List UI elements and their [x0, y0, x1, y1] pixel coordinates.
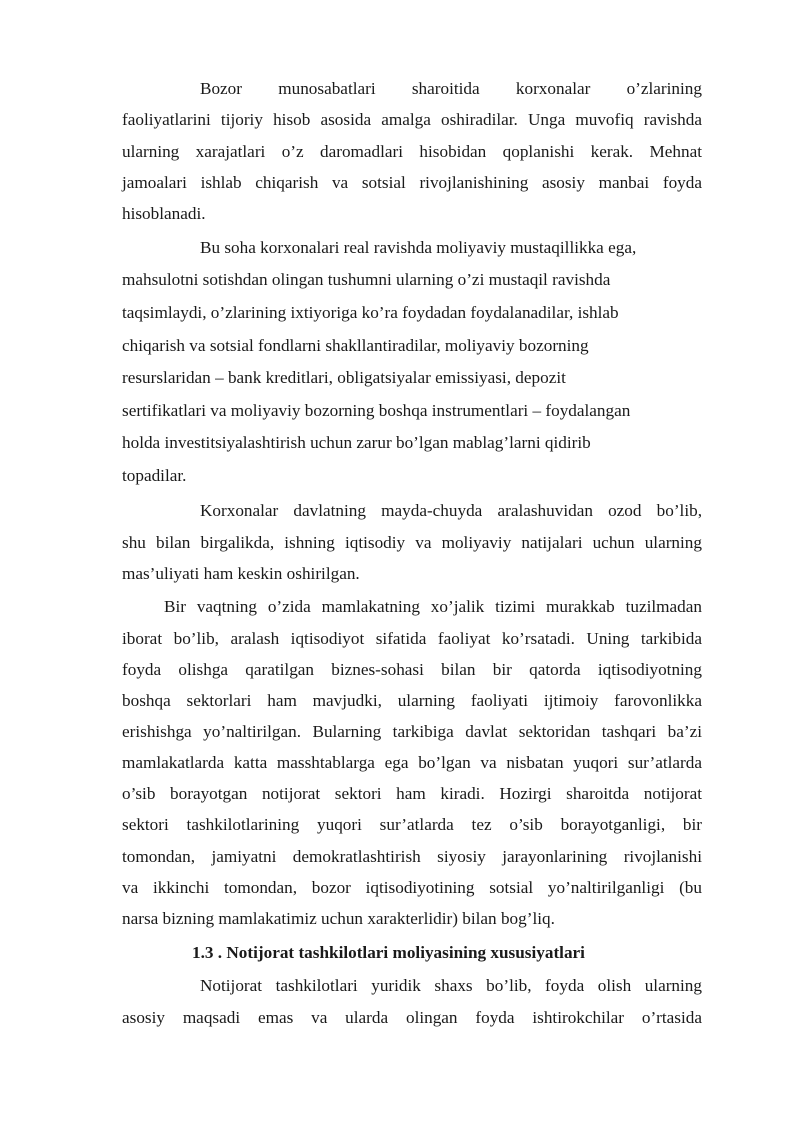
- paragraph-2-line-2: mahsulotni sotishdan olingan tushumni ularning o’zi mustaqil ravishda: [122, 270, 611, 289]
- paragraph-4-line-2: iborat bo’lib, aralash iqtisodiyot sifatida faoliyat ko’rsatadi. Uning tarkibida: [122, 629, 702, 648]
- paragraph-3-line-1: Korxonalar davlatning mayda-chuyda aralashuvidan ozod bo’lib,: [200, 501, 702, 520]
- paragraph-4-line-1: Bir vaqtning o’zida mamlakatning xo’jalik tizimi murakkab tuzilmadan: [164, 597, 702, 616]
- paragraph-4-line-11: narsa bizning mamlakatimiz uchun xarakterlidir) bilan bog’liq.: [122, 909, 555, 928]
- paragraph-2-line-4: chiqarish va sotsial fondlarni shakllantiradilar, moliyaviy bozorning: [122, 336, 589, 355]
- paragraph-2-line-8: topadilar.: [122, 466, 187, 485]
- paragraph-1-line-4: jamoalari ishlab chiqarish va sotsial rivojlanishining asosiy manbai foyda: [122, 173, 702, 192]
- paragraph-3-line-3: mas’uliyati ham keskin oshirilgan.: [122, 564, 360, 583]
- paragraph-1-line-5: hisoblanadi.: [122, 204, 206, 223]
- paragraph-4-line-8: sektori tashkilotlarining yuqori sur’atlarda tez o’sib borayotganligi, bir: [122, 815, 702, 834]
- paragraph-1-line-3: ularning xarajatlari o’z daromadlari hisobidan qoplanishi kerak. Mehnat: [122, 142, 702, 161]
- paragraph-4-line-3: foyda olishga qaratilgan biznes-sohasi bilan bir qatorda iqtisodiyotning: [122, 660, 702, 679]
- paragraph-4-line-10: va ikkinchi tomondan, bozor iqtisodiyotining sotsial yo’naltirilganligi (bu: [122, 878, 702, 897]
- paragraph-5-line-1: Notijorat tashkilotlari yuridik shaxs bo’lib, foyda olish ularning: [200, 976, 702, 995]
- paragraph-4-line-9: tomondan, jamiyatni demokratlashtirish siyosiy jarayonlarining rivojlanishi: [122, 847, 702, 866]
- paragraph-2-line-5: resurslaridan – bank kreditlari, obligatsiyalar emissiyasi, depozit: [122, 368, 566, 387]
- paragraph-2-line-6: sertifikatlari va moliyaviy bozorning boshqa instrumentlari – foydalangan: [122, 401, 631, 420]
- paragraph-1-line-1: Bozor munosabatlari sharoitida korxonalar o’zlarining: [200, 79, 702, 98]
- paragraph-4-line-6: mamlakatlarda katta masshtablarga ega bo’lgan va nisbatan yuqori sur’atlarda: [122, 753, 702, 772]
- paragraph-4-line-5: erishishga yo’naltirilgan. Bularning tarkibiga davlat sektoridan tashqari ba’zi: [122, 722, 702, 741]
- paragraph-2-line-7: holda investitsiyalashtirish uchun zarur bo’lgan mablag’larni qidirib: [122, 433, 591, 452]
- section-heading: 1.3 . Notijorat tashkilotlari moliyasining xususiyatlari: [192, 943, 585, 962]
- paragraph-4-line-4: boshqa sektorlari ham mavjudki, ularning faoliyati ijtimoiy farovonlikka: [122, 691, 702, 710]
- paragraph-2-line-3: taqsimlaydi, o’zlarining ixtiyoriga ko’ra foydadan foydalanadilar, ishlab: [122, 303, 619, 322]
- paragraph-5-line-2: asosiy maqsadi emas va ularda olingan foyda ishtirokchilar o’rtasida: [122, 1008, 702, 1027]
- paragraph-2-line-1: Bu soha korxonalari real ravishda moliyaviy mustaqillikka ega,: [200, 238, 637, 257]
- paragraph-4-line-7: o’sib borayotgan notijorat sektori ham kiradi. Hozirgi sharoitda notijorat: [122, 784, 702, 803]
- paragraph-3-line-2: shu bilan birgalikda, ishning iqtisodiy va moliyaviy natijalari uchun ularning: [122, 533, 702, 552]
- paragraph-1-line-2: faoliyatlarini tijoriy hisob asosida amalga oshiradilar. Unga muvofiq ravishda: [122, 110, 702, 129]
